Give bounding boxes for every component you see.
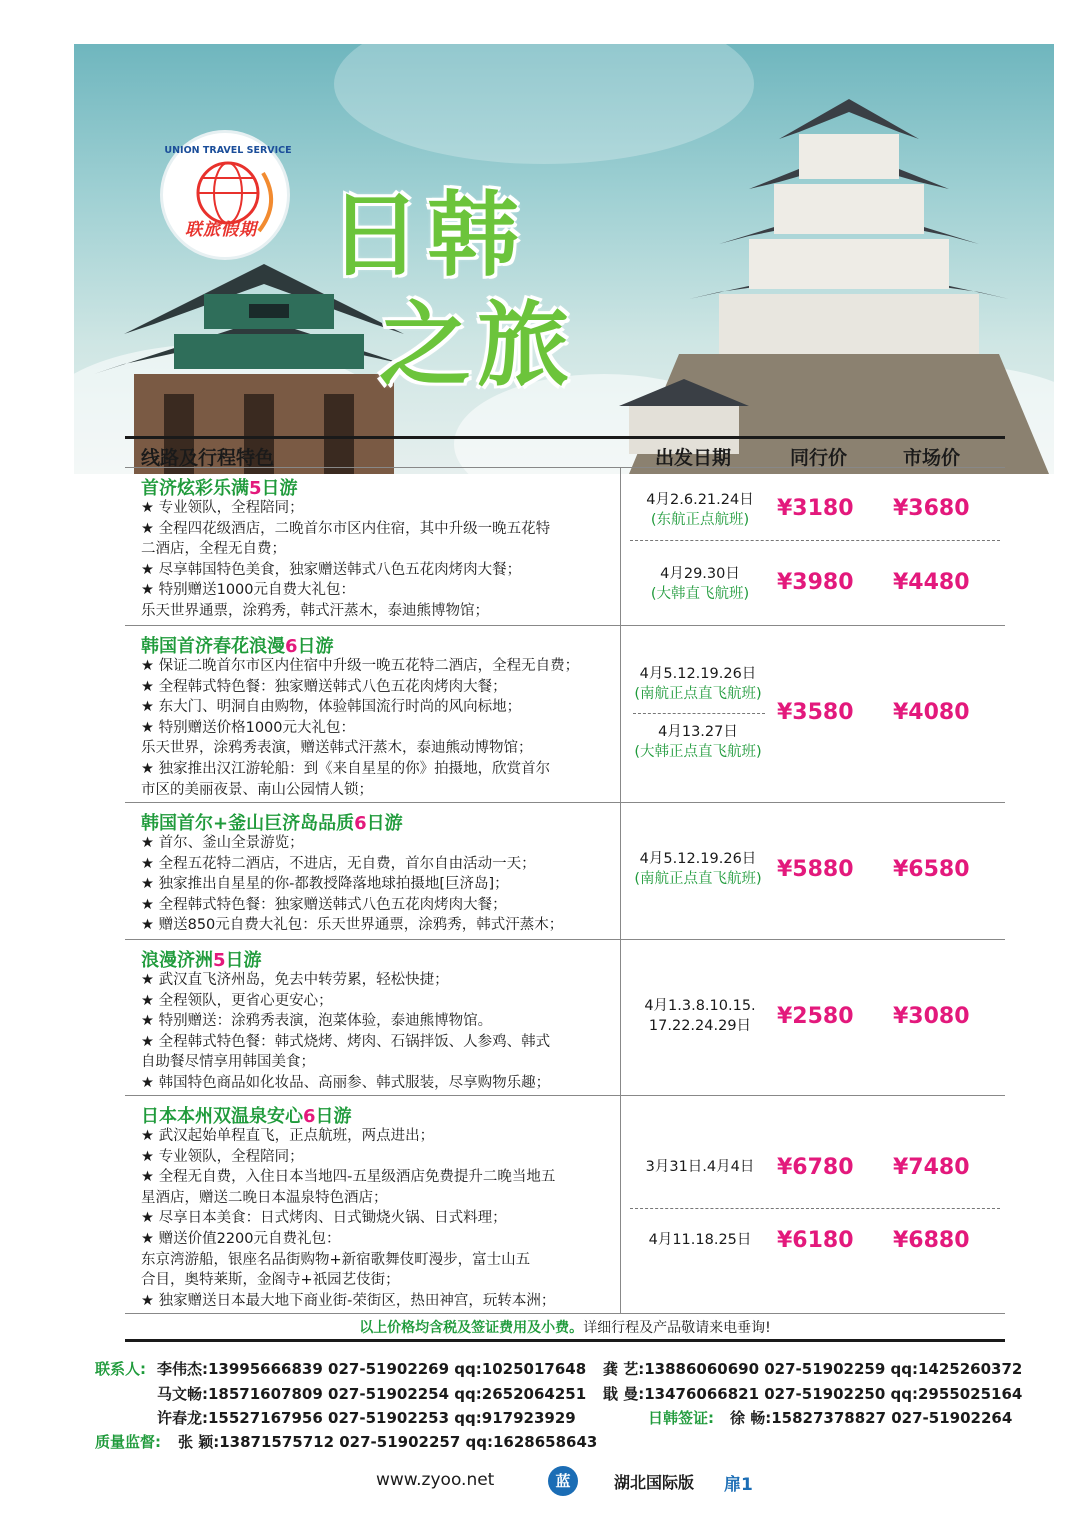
header-trade-price: 同行价 (790, 447, 848, 469)
dashed-divider (630, 1208, 1000, 1209)
trade-price: ¥6180 (777, 1228, 854, 1253)
market-price: ¥4080 (893, 700, 970, 725)
route-section (125, 1096, 1005, 1314)
route-section (125, 626, 1005, 803)
departure-date: 4月2.6.21.24日 (东航正点航班) (646, 492, 754, 528)
japanese-castle-image (619, 74, 1054, 474)
table-header (125, 436, 1005, 468)
departure-date: 4月11.18.25日 (648, 1232, 752, 1248)
trade-price: ¥3580 (777, 700, 854, 725)
logo-ring-text: UNION TRAVEL SERVICE (164, 145, 292, 156)
logo-chinese-text: 联旅假期 (185, 220, 257, 240)
contact-line: 马文畅:18571607809 027-51902254 qq:2652064251 (157, 1385, 587, 1403)
departure-date: 3月31日.4月4日 (645, 1159, 755, 1175)
column-divider (620, 1096, 621, 1313)
departure-date: 4月29.30日 (大韩直飞航班) (650, 566, 750, 602)
market-price: ¥4480 (893, 570, 970, 595)
contact-line: 许春龙:15527167956 027-51902253 qq:917923929 (157, 1409, 576, 1427)
departure-date: 4月13.27日 (大韩正点直飞航班) (634, 724, 762, 760)
trade-price: ¥3980 (777, 570, 854, 595)
union-travel-logo (160, 130, 290, 260)
header-market-price: 市场价 (903, 447, 961, 469)
trade-price: ¥6780 (777, 1155, 854, 1180)
contact-label: 联系人: (95, 1360, 146, 1378)
contact-line: 徐 畅:15827378827 027-51902264 (730, 1409, 1013, 1427)
market-price: ¥6580 (893, 857, 970, 882)
dashed-divider (633, 713, 765, 714)
market-price: ¥3080 (893, 1004, 970, 1029)
departure-date: 4月5.12.19.26日 (南航正点直飞航班) (634, 851, 762, 887)
blue-badge-icon: 蓝 (548, 1466, 578, 1496)
route-section (125, 940, 1005, 1096)
column-divider (620, 626, 621, 802)
contact-line: 戢 曼:13476066821 027-51902250 qq:2955025164 (603, 1385, 1023, 1403)
route-title: 首济炫彩乐满5日游 (141, 478, 298, 499)
hero-banner (74, 44, 1054, 474)
route-title: 韩国首济春花浪漫6日游 (141, 636, 334, 657)
market-price: ¥3680 (893, 496, 970, 521)
trade-price: ¥3180 (777, 496, 854, 521)
banner-title-line1: 日韩 (329, 182, 526, 289)
banner-title-line2: 之旅 (379, 292, 576, 399)
page-number: 扉1 (724, 1475, 753, 1495)
quality-label: 质量监督: (95, 1433, 161, 1451)
edition-label: 湖北国际版 (614, 1473, 695, 1492)
route-section (125, 468, 1005, 626)
contact-line: 龚 艺:13886060690 027-51902259 qq:1425260372 (603, 1360, 1023, 1378)
route-title: 日本本州双温泉安心6日游 (141, 1106, 352, 1127)
header-route: 线路及行程特色 (141, 447, 275, 469)
contact-line: 张 颖:13871575712 027-51902257 qq:1628658643 (178, 1433, 598, 1451)
contact-line: 李伟杰:13995666839 027-51902269 qq:1025017648 (157, 1360, 587, 1378)
route-title: 浪漫济洲5日游 (141, 950, 262, 971)
departure-date: 4月5.12.19.26日 (南航正点直飞航班) (634, 666, 762, 702)
route-features: ★ 首尔、釜山全景游览； ★ 全程五花特二酒店，不进店，无自费，首尔自由活动一天； ★ 独家推出自星星的你-都教授降落地球拍摄地[巨济岛]； ★ 全程韩式特色餐：独家赠送韩式八色五花肉烤肉大餐； ★ 赠送850元自费大礼包：乐天世界通票，涂鸦秀，韩式汗蒸木； (141, 835, 564, 934)
departure-date: 4月1.3.8.10.15. 17.22.24.29日 (644, 998, 756, 1034)
route-section (125, 803, 1005, 940)
market-price: ¥7480 (893, 1155, 970, 1180)
route-features: ★ 武汉起始单程直飞，正点航班，两点进出； ★ 专业领队，全程陪同； ★ 全程无自费，入住日本当地四-五星级酒店免费提升二晚当地五 星酒店，赠送二晚日本温泉特色酒店； ★ 尽享日本美食：日式烤肉、日式锄烧火锅、日式料理； ★ 赠送价值2200元自费礼包： 东京湾游船，银座名品街购物+新宿歌舞伎町漫步，富士山五 合目，奥特莱斯，金阁寺+祇园艺伎街； ★ 独家赠送日本最大地下商业街-荣街区，热田神宫，玩转本洲； (141, 1128, 556, 1309)
route-title: 韩国首尔+釜山巨济岛品质6日游 (141, 813, 403, 834)
dashed-divider (630, 540, 1000, 541)
visa-label: 日韩签证: (648, 1409, 714, 1427)
price-note: 以上价格均含税及签证费用及小费。详细行程及产品敬请来电垂询! (359, 1320, 771, 1336)
logo-globe-icon (163, 133, 293, 263)
trade-price: ¥5880 (777, 857, 854, 882)
footer-rule (125, 1339, 1005, 1342)
trade-price: ¥2580 (777, 1004, 854, 1029)
website-text: www.zyoo.net (376, 1470, 495, 1490)
route-features: ★ 专业领队，全程陪同； ★ 全程四花级酒店，二晚首尔市区内住宿，其中升级一晚五花特 二酒店，全程无自费； ★ 尽享韩国特色美食，独家赠送韩式八色五花肉烤肉大餐； ★ 特别赠送1000元自费大礼包： 乐天世界通票，涂鸦秀，韩式汗蒸木，泰迪熊博物馆； (141, 500, 551, 619)
header-date: 出发日期 (655, 447, 732, 469)
route-features: ★ 保证二晚首尔市区内住宿中升级一晚五花特二酒店，全程无自费； ★ 全程韩式特色餐：独家赠送韩式八色五花肉烤肉大餐； ★ 东大门、明洞自由购物，体验韩国流行时尚的风向标地； ★ 特别赠送价格1000元大礼包： 乐天世界，涂鸦秀表演，赠送韩式汗蒸木，泰迪熊动博物馆； ★ 独家推出汉江游轮船：到《来自星星的你》拍摄地，欣赏首尔 市区的美丽夜景、南山公园情人锁； (141, 658, 580, 798)
market-price: ¥6880 (893, 1228, 970, 1253)
route-features: ★ 武汉直飞济州岛，免去中转劳累，轻松快捷； ★ 全程领队，更省心更安心； ★ 特别赠送：涂鸦秀表演，泡菜体验，泰迪熊博物馆。 ★ 全程韩式特色餐：韩式烧烤、烤肉、石锅拌饭、人参鸡、韩式 自助餐尽情享用韩国美食； ★ 韩国特色商品如化妆品、高丽参、韩式服装，尽享购物乐趣； (141, 972, 551, 1091)
